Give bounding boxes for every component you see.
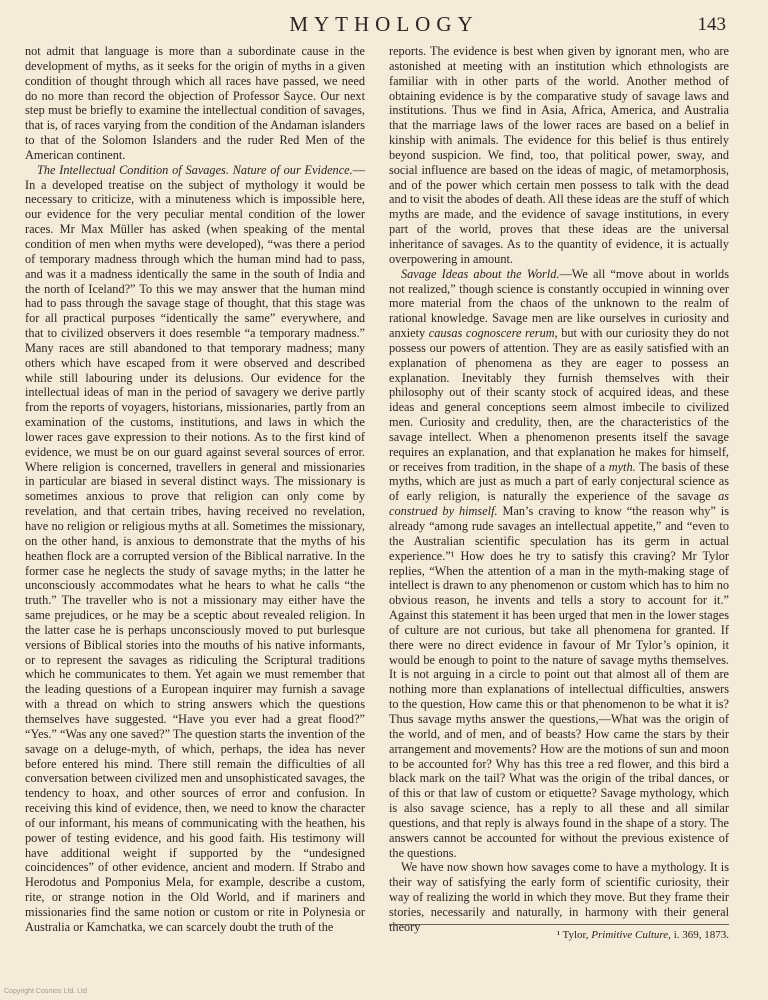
page-number: 143 <box>697 14 726 35</box>
footnote-work-title: Primitive Culture, <box>591 929 671 941</box>
left-column <box>25 44 365 935</box>
emphasis: as construed by himself. <box>389 489 729 519</box>
footnote-rule <box>389 924 729 925</box>
paragraph: We have now shown how savages come to have a mythology. It is their way of satisfying the early form of scientific curiosity, their way of realizing the world in which they move. But they frame their stories, necessarily and naturally, in harmony with their general theory <box>389 860 729 934</box>
paragraph: not admit that language is more than a subordinate cause in the development of myths, as it seeks for the origin of myths in a given condition of thought through which all races have passed, we need do no more than record the objection of Professor Sayce. Our next step must be briefly to examine the intellectual condition of savages, that is, of races varying from the condition of the Andaman islanders to that of the Solomon Islanders and the ruder Red Men of the American continent. <box>25 44 365 162</box>
footnote-text: ¹ Tylor, <box>556 929 592 941</box>
section-heading: Savage Ideas about the World. <box>401 266 560 281</box>
latin-phrase: causas cognoscere rerum, <box>428 326 558 341</box>
footnote <box>389 929 729 942</box>
paragraph-text: Man’s craving to know “the reason why” is already “among rude savages an intellectual appetite,” and “even to the Australian scientific speculation has its germ in actual experience.”¹ How does he try to satisfy this craving? Mr Tylor replies, “When the attention of a man in the myth-making stage of intellect is drawn to any phenomenon or custom which has to him no obvious reason, he invents and tells a story to account for it.” Against this statement it has been urged that men in the lower stages of culture are not curious, but take all phenomena for granted. If there were no direct evidence in favour of Mr Tylor’s opinion, it would be enough to point to the nature of savage myths themselves. It is not arguing in a circle to point out that almost all of them are nothing more than explanations of intellectual difficulties, answers to the question, How came this or that phenomenon to be what it is? Thus savage myths answer the questions,—What was the origin of the world, and of men, and of beasts? How came the stars by their arrangement and movements? How are the motions of sun and moon to be accounted for? Why has this tree a red flower, and this bird a black mark on the tail? What was the origin of the tribal dances, or of this or that law of custom or etiquette? Savage mythology, which is also savage science, has a reply to all these and all similar questions, and that reply is always found in the shape of a story. The answers cannot be accounted for without the previous existence of the questions. <box>389 504 729 860</box>
paragraph-text: but with our curiosity they do not possess our powers of attention. They are as easily satisfied with an explanation of phenomena as they are eager to possess an explanation. Inevitably they furnish themselves with their philosophy out of their scanty stock of acquired ideas, and these ideas and general conceptions seem almost imbecile to civilized men. Curiosity and credulity, then, are the characteristics of the savage intellect. When a phenomenon presents itself the savage requires an explanation, and that explanation he makes for himself, or receives from tradition, in the shape of a <box>389 326 729 474</box>
section-heading: The Intellectual Condition of Savages. Nature of our Evidence. <box>37 162 353 177</box>
emphasis: myth. <box>608 459 636 474</box>
paragraph-text: —In a developed treatise on the subject of mythology it would be necessary to criticize, with a minuteness which is impossible here, our evidence for the very peculiar mental condition of the lower races. Mr Max Müller has asked (when speaking of the mental condition of men when myths were developed), “was there a period of temporary madness through which the human mind had to pass, and was it a madness identically the same in the south of India and the north of Iceland?” To this we may answer that the human mind had to pass through the savage stage of thought, that this stage was for all practical purposes “identically the same” everywhere, and that to civilized observers it does resemble “a temporary madness.” Many races are still abandoned to that temporary madness; many others which have escaped from it were observed and described while still labouring under its delusions. Our evidence for the intellectual ideas of man in the period of savagery we derive partly from the reports of voyagers, historians, missionaries, partly from an examination of the customs, institutions, and laws in which the lower races gave expression to their notions. As to the first kind of evidence, we must be on our guard against several sources of error. Where religion is concerned, travellers in general and missionaries in particular are biased in several distinct ways. The missionary is sometimes anxious to prove that religion can only come by revelation, and that certain tribes, having received no revelation, have no religion or religious myths at all. Sometimes the missionary, on the other hand, is anxious to demonstrate that the myths of his heathen flock are a corrupted version of the Biblical narrative. In the former case he neglects the study of savage myths; in the latter he unconsciously accommodates what he hears to what he calls “the truth.” The traveller who is not a missionary may either have the same prejudices, or he may be a sceptic about revealed religion. In the latter case he is perhaps unconsciously moved to put burlesque versions of Biblical stories into the mouths of his native informants, or to represent the savages as ridiculing the Scriptural traditions which he communicates to them. Yet again we must remember that the leading questions of a European inquirer may furnish a savage with a thread on which to string answers which the questions themselves have suggested. “Have you ever had a great flood?” “Yes.” “Was any one saved?” The question starts the invention of the savage on a deluge-myth, of which, perhaps, the idea has never before entered his mind. There still remain the difficulties of all conversation between civilized men and unsophisticated savages, the tendency to hoax, and other sources of error and confusion. In receiving this kind of evidence, then, we need to know the character of our informant, his means of communicating with the heathen, his power of testing evidence, and his good faith. His testimony will have additional weight if supported by the “undesigned coincidences” of other evidence, ancient and modern. If Strabo and Herodotus and Pomponius Mela, for example, describe a custom, rite, or strange notion in the Old World, and if mariners and missionaries find the same notion or custom or rite in Polynesia or Australia or Kamchatka, we can scarcely doubt the truth of the <box>25 162 365 934</box>
paragraph <box>389 267 729 861</box>
right-column <box>389 44 729 935</box>
copyright-watermark: Copyright Cosmos Ltd. Ltd <box>4 988 87 995</box>
footnote-text: i. 369, 1873. <box>670 929 729 941</box>
paragraph <box>25 163 365 935</box>
running-title: MYTHOLOGY <box>289 12 479 36</box>
paragraph: reports. The evidence is best when given by ignorant men, who are astonished at meeting with an institution which ethnologists are familiar with in other parts of the world. Another method of obtaining evidence is by the comparative study of savage laws and institutions. Thus we find in Asia, Africa, America, and Australia that the marriage laws of the lower races are based on a belief in kinship with animals. The evidence for this belief is thus entirely beyond suspicion. We find, too, that political power, sway, and social influence are based on the ideas of magic, of metamorphosis, and of the power which certain men possess to talk with the dead and to visit the abodes of death. All these ideas are the stuff of which myths are made, and the evidence of savage institutions, in every part of the world, proves that these ideas are the universal inheritance of savages. As to the quantity of evidence, it is actually overpowering in amount. <box>389 44 729 266</box>
paragraph-text: The basis of these myths, which are just as much a part of early conjectural science as of early religion, is naturally the experience of the savage <box>389 459 729 504</box>
paragraph-text: —We all “move about in worlds not realized,” though science is constantly occupied in winning over more material from the chaos of the unknown to the realm of rational knowledge. Savage men are like ourselves in curiosity and anxiety <box>389 266 729 341</box>
